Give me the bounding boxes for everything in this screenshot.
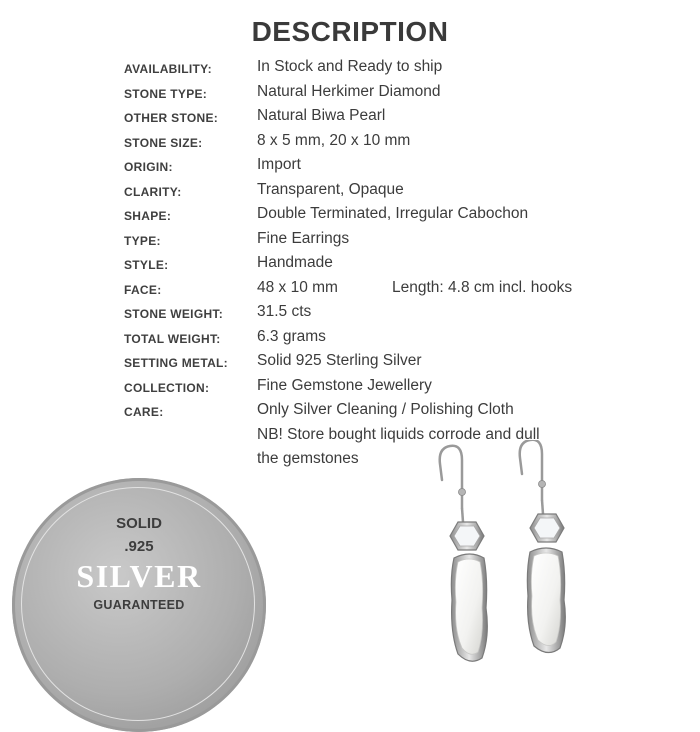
right-biwa-pearl <box>531 553 560 646</box>
spec-label: ORIGIN: <box>124 160 173 174</box>
right-hook-ball <box>539 481 546 488</box>
spec-label: CLARITY: <box>124 184 182 199</box>
spec-row-care <box>124 401 684 467</box>
spec-row-other-stone <box>124 107 684 132</box>
spec-value: Handmade <box>257 254 333 271</box>
right-earring <box>520 440 566 653</box>
left-biwa-pearl <box>455 559 482 654</box>
spec-value: Fine Earrings <box>257 229 350 247</box>
spec-value: 48 x 10 mm <box>257 278 338 296</box>
right-jump-ring <box>542 500 543 514</box>
spec-row-total-weight <box>124 328 684 353</box>
spec-row-collection <box>124 377 684 402</box>
left-jump-ring <box>462 508 463 522</box>
spec-label: COLLECTION: <box>124 380 210 395</box>
spec-label: OTHER STONE: <box>124 111 219 125</box>
spec-label: AVAILABILITY: <box>124 62 212 76</box>
page-title: DESCRIPTION <box>251 16 449 47</box>
care-line: the gemstones <box>257 450 359 467</box>
spec-value: Double Terminated, Irregular Cabochon <box>257 205 529 222</box>
spec-label: STONE WEIGHT: <box>124 307 224 321</box>
spec-row-stone-size <box>124 132 684 157</box>
spec-label: STONE TYPE: <box>124 86 208 101</box>
spec-row-availability <box>124 58 684 83</box>
spec-value: 6.3 grams <box>257 327 326 345</box>
left-herkimer-stone <box>454 526 480 546</box>
seal-line-silver: SILVER <box>76 558 202 594</box>
care-line: Only Silver Cleaning / Polishing Cloth <box>257 401 514 418</box>
spec-label: TYPE: <box>124 233 161 248</box>
spec-label: STONE SIZE: <box>124 135 203 150</box>
spec-row-origin <box>124 156 684 181</box>
left-ear-hook <box>440 446 462 508</box>
spec-value: 8 x 5 mm, 20 x 10 mm <box>257 131 411 149</box>
spec-value: Solid 925 Sterling Silver <box>257 352 422 369</box>
seal-line-guaranteed: GUARANTEED <box>93 598 185 612</box>
spec-row-type <box>124 230 684 255</box>
right-ear-hook <box>520 440 542 500</box>
spec-label: CARE: <box>124 405 164 419</box>
spec-value: Natural Biwa Pearl <box>257 107 386 124</box>
spec-row-stone-weight <box>124 303 684 328</box>
seal-line-925: .925 <box>124 538 154 555</box>
seal-line-solid: SOLID <box>116 515 162 532</box>
spec-label: TOTAL WEIGHT: <box>124 331 221 346</box>
care-line: NB! Store bought liquids corrode and dull <box>257 425 540 443</box>
spec-row-stone-type <box>124 83 684 108</box>
spec-value: Fine Gemstone Jewellery <box>257 376 432 394</box>
spec-label: SHAPE: <box>124 209 172 223</box>
spec-value: Transparent, Opaque <box>257 180 404 198</box>
spec-row-face <box>124 279 684 304</box>
solid-silver-seal <box>12 478 266 732</box>
left-earring <box>440 446 488 661</box>
spec-row-setting-metal <box>124 352 684 377</box>
spec-value: Natural Herkimer Diamond <box>257 82 441 100</box>
spec-row-style <box>124 254 684 279</box>
spec-value-length: Length: 4.8 cm incl. hooks <box>392 278 573 296</box>
left-hook-ball <box>459 489 466 496</box>
spec-list <box>124 58 684 467</box>
earrings-product-image <box>422 440 700 700</box>
spec-value: 31.5 cts <box>257 303 312 320</box>
spec-label: STYLE: <box>124 258 169 272</box>
spec-value: In Stock and Ready to ship <box>257 58 443 75</box>
right-herkimer-stone <box>534 518 560 538</box>
spec-label: FACE: <box>124 282 162 297</box>
spec-value: Import <box>257 156 301 173</box>
spec-row-shape <box>124 205 684 230</box>
spec-row-clarity <box>124 181 684 206</box>
spec-label: SETTING METAL: <box>124 356 228 370</box>
